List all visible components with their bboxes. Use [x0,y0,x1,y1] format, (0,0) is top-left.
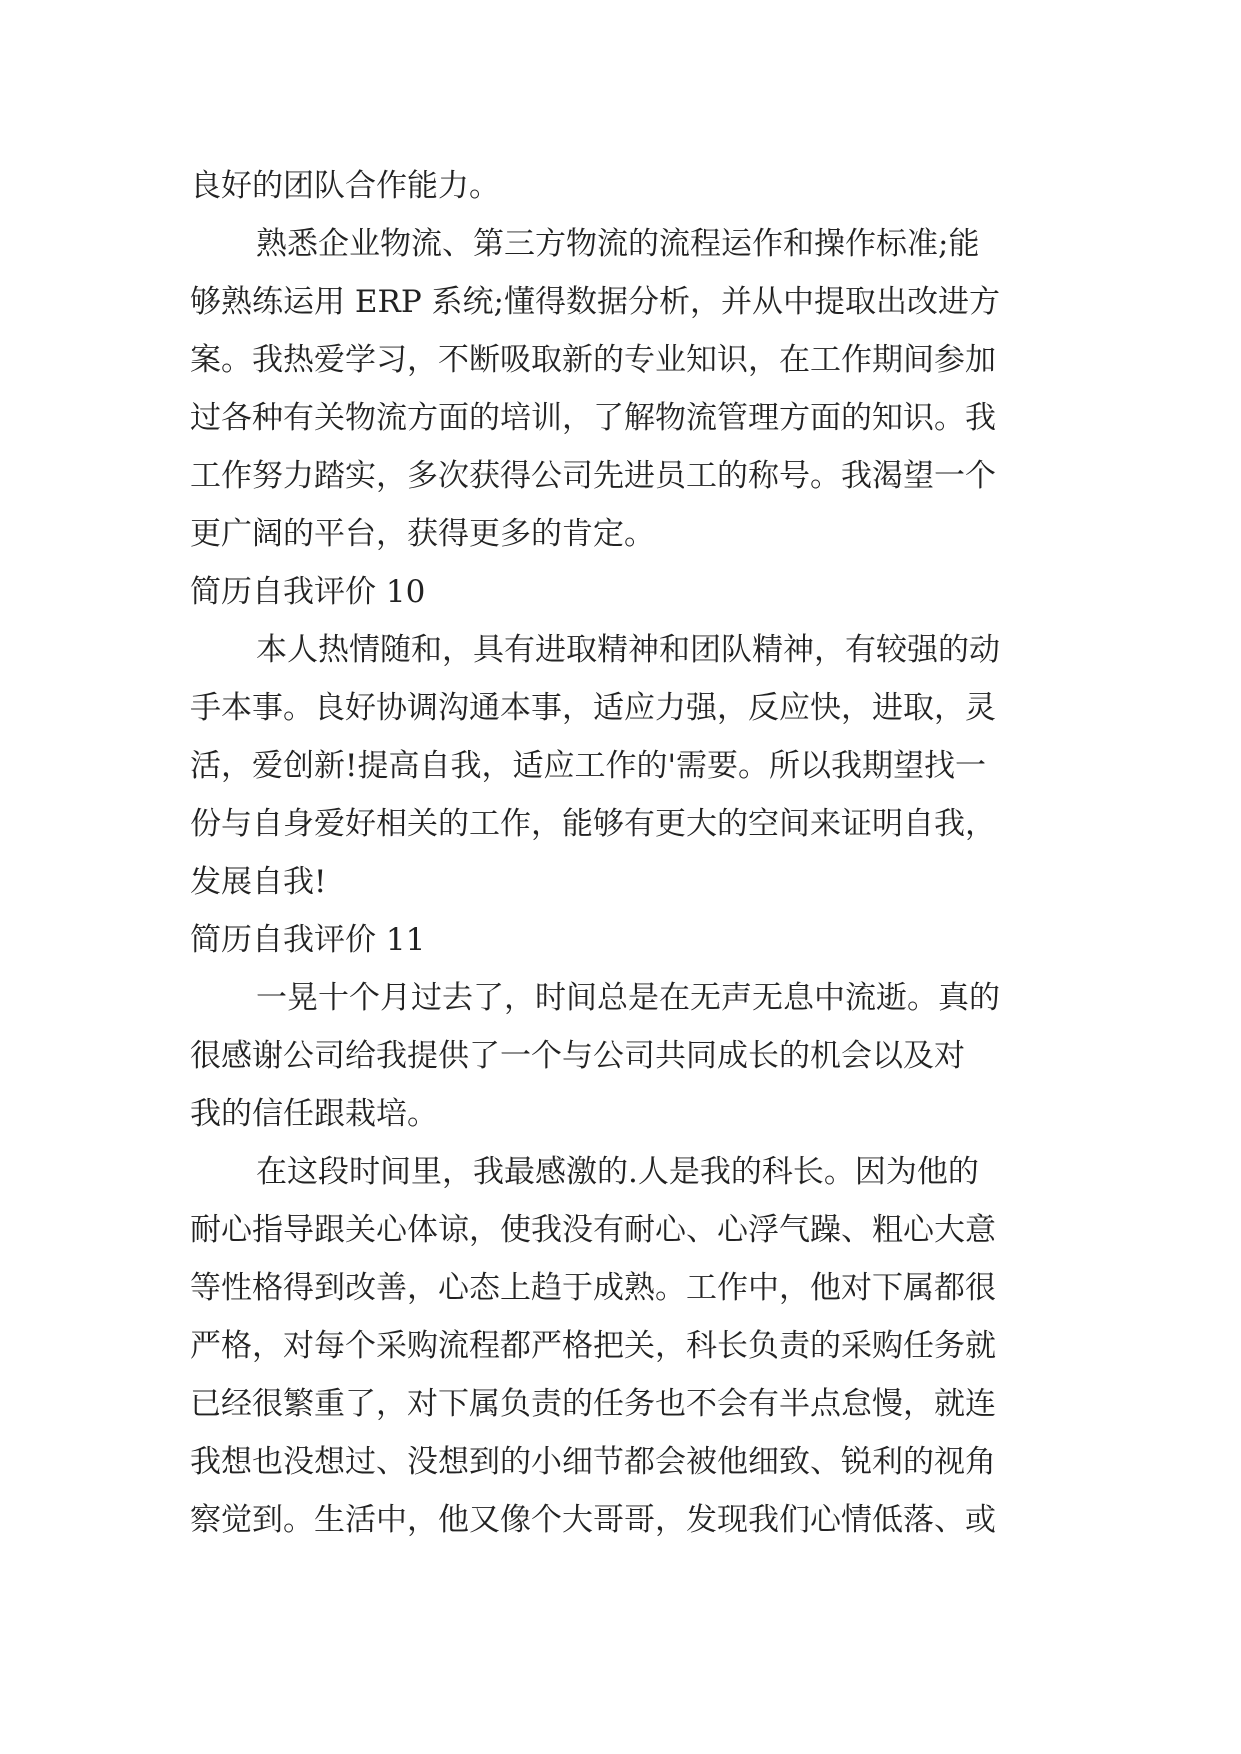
text-line: 察觉到。生活中，他又像个大哥哥，发现我们心情低落、或 [190,1502,996,1538]
text-line: 已经很繁重了，对下属负责的任务也不会有半点怠慢，就连 [190,1386,996,1422]
text-line: 工作努力踏实，多次获得公司先进员工的称号。我渴望一个 [190,458,996,494]
text-line: 我的信任跟栽培。 [190,1096,438,1132]
paragraph-first-line: 一晃十个月过去了，时间总是在无声无息中流逝。真的 [256,980,1000,1016]
section-heading-10: 简历自我评价 10 [190,574,426,610]
text-line: 等性格得到改善，心态上趋于成熟。工作中，他对下属都很 [190,1270,996,1306]
text-line: 案。我热爱学习，不断吸取新的专业知识，在工作期间参加 [190,342,996,378]
text-line: 活，爱创新!提高自我，适应工作的'需要。所以我期望找一 [190,748,986,784]
text-line: 过各种有关物流方面的培训，了解物流管理方面的知识。我 [190,400,996,436]
text-line: 更广阔的平台，获得更多的肯定。 [190,516,655,552]
text-line: 发展自我! [190,864,327,900]
section-heading-11: 简历自我评价 11 [190,922,426,958]
text-line: 很感谢公司给我提供了一个与公司共同成长的机会以及对 [190,1038,965,1074]
text-line: 耐心指导跟关心体谅，使我没有耐心、心浮气躁、粗心大意 [190,1212,996,1248]
paragraph-first-line: 本人热情随和，具有进取精神和团队精神，有较强的动 [256,632,1000,668]
text-line: 良好的团队合作能力。 [190,168,500,204]
paragraph-first-line: 在这段时间里，我最感激的.人是我的科长。因为他的 [256,1154,979,1190]
text-line: 够熟练运用 ERP 系统;懂得数据分析，并从中提取出改进方 [190,284,1000,320]
paragraph-first-line: 熟悉企业物流、第三方物流的流程运作和操作标准;能 [256,226,980,262]
document-body [190,157,1050,1549]
text-line: 我想也没想过、没想到的小细节都会被他细致、锐利的视角 [190,1444,996,1480]
text-line: 严格，对每个采购流程都严格把关，科长负责的采购任务就 [190,1328,996,1364]
text-line: 份与自身爱好相关的工作，能够有更大的空间来证明自我， [190,806,996,842]
text-line: 手本事。良好协调沟通本事，适应力强，反应快，进取，灵 [190,690,996,726]
